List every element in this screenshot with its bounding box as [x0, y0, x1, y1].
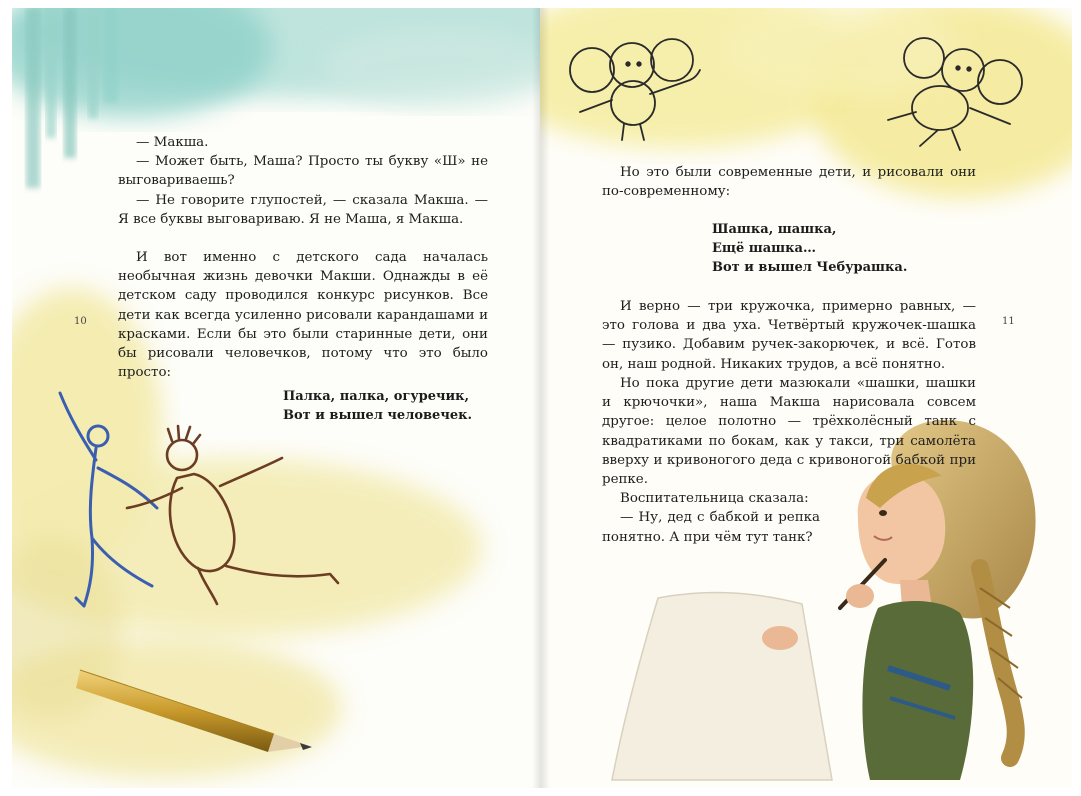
dialogue-line: — Ну, дед с бабкой и репка понятно. А при чём тут танк? — [602, 510, 820, 545]
verse-line: Шашка, шашка, — [712, 222, 837, 237]
body-paragraph: И верно — три кружочка, примерно равных, — это голова и два уха. Четвёртый кружочек-шашка — пузико. Добавим ручек-закорючек, и всё. Готов он, наш родной. Никаких трудов, а всё понятно. — [602, 299, 976, 372]
body-paragraph: Но это были современные дети, и рисовали они по-современному: — [602, 165, 976, 200]
body-paragraph: Воспитательница сказала: — [620, 491, 809, 507]
right-text-main — [602, 297, 976, 374]
verse-line: Вот и вышел человечек. — [283, 408, 473, 424]
dialogue-line: — Может быть, Маша? Просто ты букву «Ш» не выговариваешь? — [118, 154, 488, 189]
body-paragraph: И вот именно с детского сада началась необычная жизнь девочки Макши. Однажды в её детском саду проводился конкурс рисунков. Все дети как всегда усиленно рисовали карандашами и красками. Если бы это были старинные дети, они бы рисовали человечков, потому что это было просто: — [118, 250, 488, 381]
book-spread — [12, 8, 1072, 788]
right-text-wrap — [602, 374, 976, 547]
page-number: 11 — [1002, 316, 1015, 327]
left-page — [12, 8, 540, 788]
book-gutter — [532, 8, 550, 788]
verse-line: Вот и вышел Чебурашка. — [712, 260, 908, 276]
verse-line: Ещё шашка… — [712, 241, 816, 257]
right-text-intro — [602, 163, 976, 201]
page-number: 10 — [74, 316, 87, 327]
dialogue-line: — Макша. — [136, 135, 209, 150]
dialogue-line: — Не говорите глупостей, — сказала Макша. — Я все буквы выговариваю. Я не Маша, я Макша. — [118, 192, 488, 227]
left-text-top — [118, 133, 488, 382]
body-paragraph: Но пока другие дети мазюкали «шашки, шашки и крючочки», наша Макша нарисовала совсем другое: целое полотно — трёхколёсный танк с квадратиками по бокам, как у такси, три самолёта вверху и кривоногого деда с кривоногой бабкой при репке. — [602, 376, 976, 488]
right-page — [540, 8, 1072, 788]
verse-line: Палка, палка, огуречик, — [283, 389, 470, 404]
verse-stick-figure — [283, 387, 472, 425]
verse-cheburashka — [712, 220, 907, 278]
